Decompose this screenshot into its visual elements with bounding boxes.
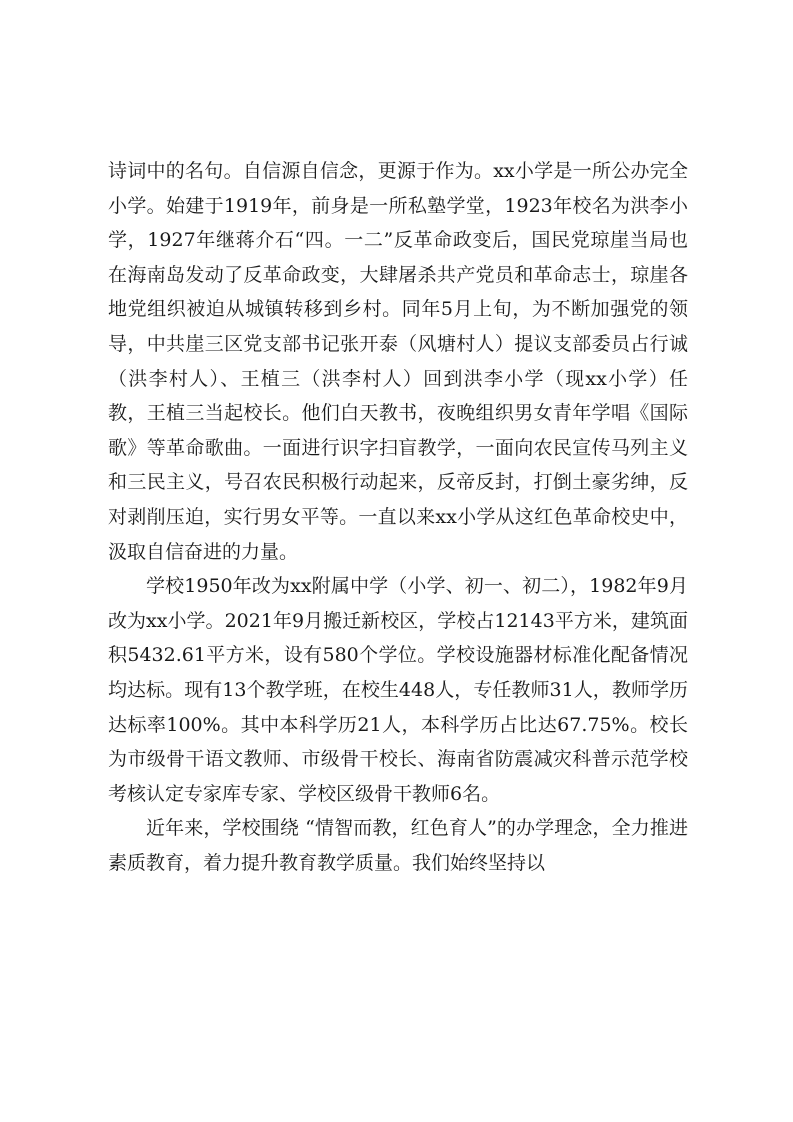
document-body [108, 154, 688, 880]
paragraph-school-history: 诗词中的名句。自信源自信念，更源于作为。xx小学是一所公办完全小学。始建于1919年，前身是一所私塾学堂，1923年校名为洪李小学，1927年继蒋介石“四。一二”反革命政变后，国民党琼崖当局也在海南岛发动了反革命政变，大肆屠杀共产党员和革命志士，琼崖各地党组织被迫从城镇转移到乡村。同年5月上旬，为不断加强党的领导，中共崖三区党支部书记张开泰（风塘村人）提议支部委员占行诚（洪李村人）、王植三（洪李村人）回到洪李小学（现xx小学）任教，王植三当起校长。他们白天教书，夜晚组织男女青年学唱《国际歌》等革命歌曲。一面进行识字扫盲教学，一面向农民宣传马列主义和三民主义，号召农民积极行动起来，反帝反封，打倒土豪劣绅，反对剥削压迫，实行男女平等。一直以来xx小学从这红色革命校史中，汲取自信奋进的力量。 [108, 160, 688, 563]
paragraph-school-facts: 学校1950年改为xx附属中学（小学、初一、初二），1982年9月改为xx小学。2021年9月搬迁新校区，学校占12143平方米，建筑面积5432.61平方米，设有580个学位。学校设施器材标准化配备情况均达标。现有13个教学班，在校生448人，专任教师31人，教师学历达标率100%。其中本科学历21人，本科学历占比达67.75%。校长为市级骨干语文教师、市级骨干校长、海南省防震减灾科普示范学校考核认定专家库专家、学校区级骨干教师6名。 [108, 575, 688, 805]
paragraph-school-philosophy: 近年来，学校围绕 “情智而教，红色育人”的办学理念，全力推进素质教育，着力提升教育教学质量。我们始终坚持以 [108, 817, 688, 874]
